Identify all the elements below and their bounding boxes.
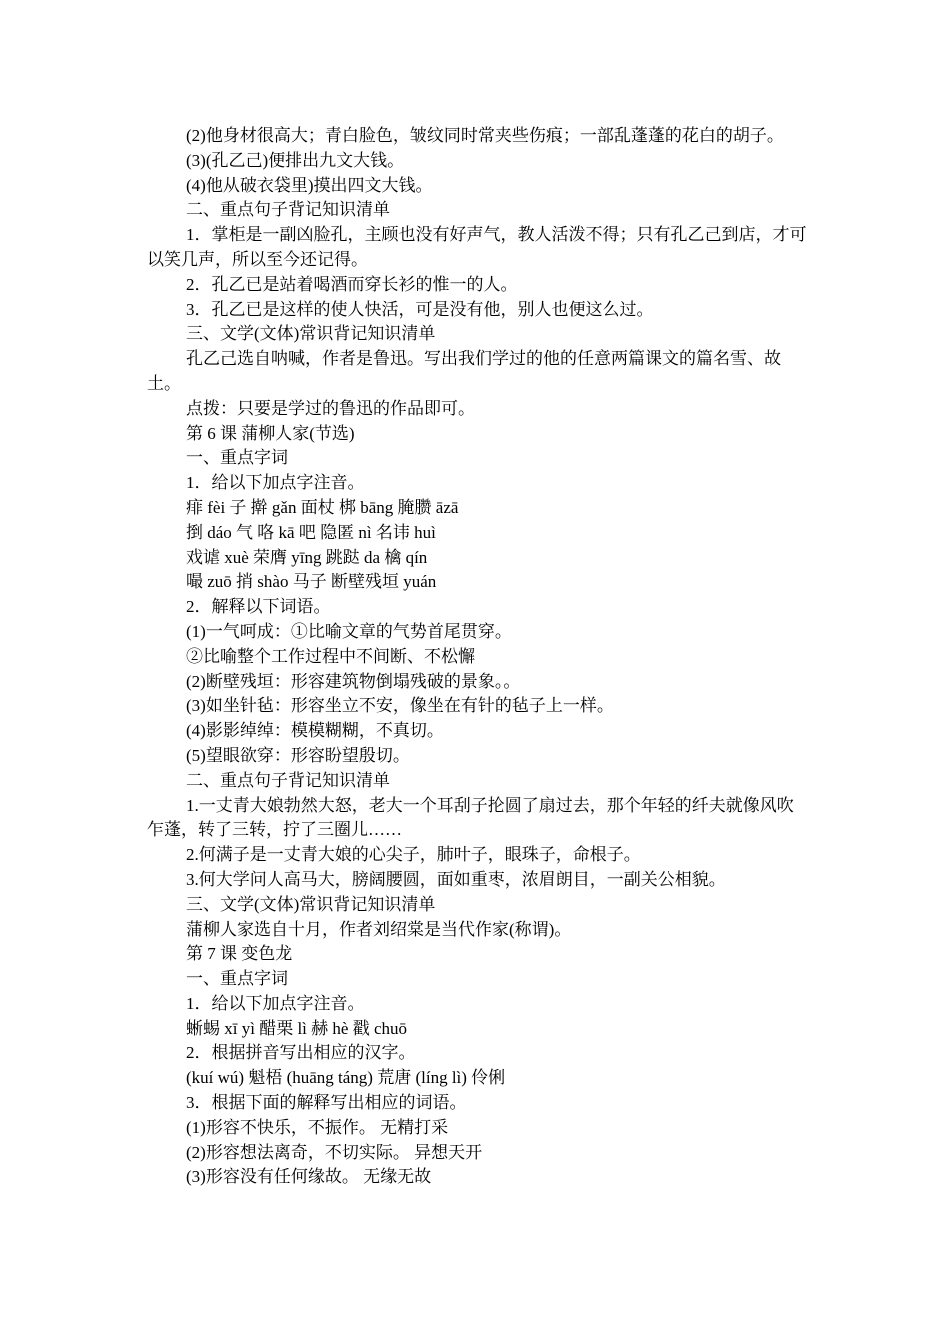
paragraph: (1)一气呵成：①比喻文章的气势首尾贯穿。	[186, 621, 512, 641]
lesson-title: 第 7 课 变色龙	[186, 944, 293, 964]
paragraph: 1．给以下加点字注音。	[186, 993, 365, 1013]
pinyin-line: (kuí wú) 魁梧 (huāng táng) 荒唐 (líng lì) 伶俐	[186, 1068, 506, 1088]
section-heading: 一、重点字词	[186, 969, 288, 989]
paragraph: 2．解释以下词语。	[186, 597, 331, 617]
paragraph: 2．孔乙已是站着喝酒而穿长衫的惟一的人。	[186, 274, 518, 294]
lesson-title: 第 6 课 蒲柳人家(节选)	[186, 423, 355, 443]
paragraph: 孔乙己选自呐喊，作者是鲁迅。写出我们学过的他的任意两篇课文的篇名雪、故土。	[147, 349, 781, 393]
paragraph: 2.何满子是一丈青大娘的心尖子，肺叶子，眼珠子，命根子。	[186, 845, 641, 865]
paragraph: (3)(孔乙己)便排出九文大钱。	[186, 150, 405, 170]
paragraph: 蒲柳人家选自十月，作者刘绍棠是当代作家(称谓)。	[186, 919, 572, 939]
section-heading: 一、重点字词	[186, 448, 288, 468]
section-heading: 三、文学(文体)常识背记知识清单	[186, 894, 436, 914]
pinyin-line: 嘬 zuō 捎 shào 马子 断壁残垣 yuán	[186, 572, 437, 592]
section-heading: 二、重点句子背记知识清单	[186, 200, 390, 220]
paragraph: 3．根据下面的解释写出相应的词语。	[186, 1093, 467, 1113]
pinyin-line: 蜥蜴 xī yì 醋栗 lì 赫 hè 戳 chuō	[186, 1018, 407, 1038]
document-body	[147, 124, 807, 1190]
paragraph: (4)影影绰绰：模模糊糊，不真切。	[186, 721, 444, 741]
paragraph: 3．孔乙已是这样的使人快活，可是没有他，别人也便这么过。	[186, 299, 654, 319]
pinyin-line: 痱 fèi 子 擀 gǎn 面杖 梆 bāng 腌臜 āzā	[186, 497, 459, 517]
paragraph: (2)他身材很高大；青白脸色，皱纹同时常夹些伤痕；一部乱蓬蓬的花白的胡子。	[186, 126, 784, 145]
section-heading: 三、文学(文体)常识背记知识清单	[186, 324, 436, 344]
section-heading: 二、重点句子背记知识清单	[186, 770, 390, 790]
paragraph: 1．掌柜是一副凶脸孔，主顾也没有好声气，教人活泼不得；只有孔乙己到店，才可以笑几声，所以至今还记得。	[147, 225, 807, 269]
paragraph: 点拨：只要是学过的鲁迅的作品即可。	[186, 398, 475, 418]
pinyin-line: 戏谑 xuè 荣膺 yīng 跳跶 da 檎 qín	[186, 547, 428, 567]
paragraph: (3)形容没有任何缘故。 无缘无故	[186, 1167, 432, 1187]
paragraph: (5)望眼欲穿：形容盼望殷切。	[186, 745, 410, 765]
paragraph: 1.一丈青大娘勃然大怒，老大一个耳刮子抡圆了扇过去，那个年轻的纤夫就像风吹乍蓬，转了三转，拧了三圈儿……	[147, 795, 794, 840]
paragraph: (2)断壁残垣：形容建筑物倒塌残破的景象。。	[186, 671, 521, 691]
paragraph: (3)如坐针毡：形容坐立不安，像坐在有针的毡子上一样。	[186, 696, 614, 716]
pinyin-line: 捯 dáo 气 咯 kā 吧 隐匿 nì 名讳 huì	[186, 522, 436, 542]
paragraph: 3.何大学问人高马大，膀阔腰圆，面如重枣，浓眉朗目，一副关公相貌。	[186, 869, 726, 889]
paragraph: 1．给以下加点字注音。	[186, 473, 365, 493]
paragraph: (4)他从破衣袋里)摸出四文大钱。	[186, 175, 433, 195]
paragraph: ②比喻整个工作过程中不间断、不松懈	[186, 646, 475, 666]
paragraph: 2．根据拼音写出相应的汉字。	[186, 1043, 416, 1063]
paragraph: (1)形容不快乐，不振作。 无精打采	[186, 1117, 449, 1137]
paragraph: (2)形容想法离奇，不切实际。 异想天开	[186, 1142, 483, 1162]
